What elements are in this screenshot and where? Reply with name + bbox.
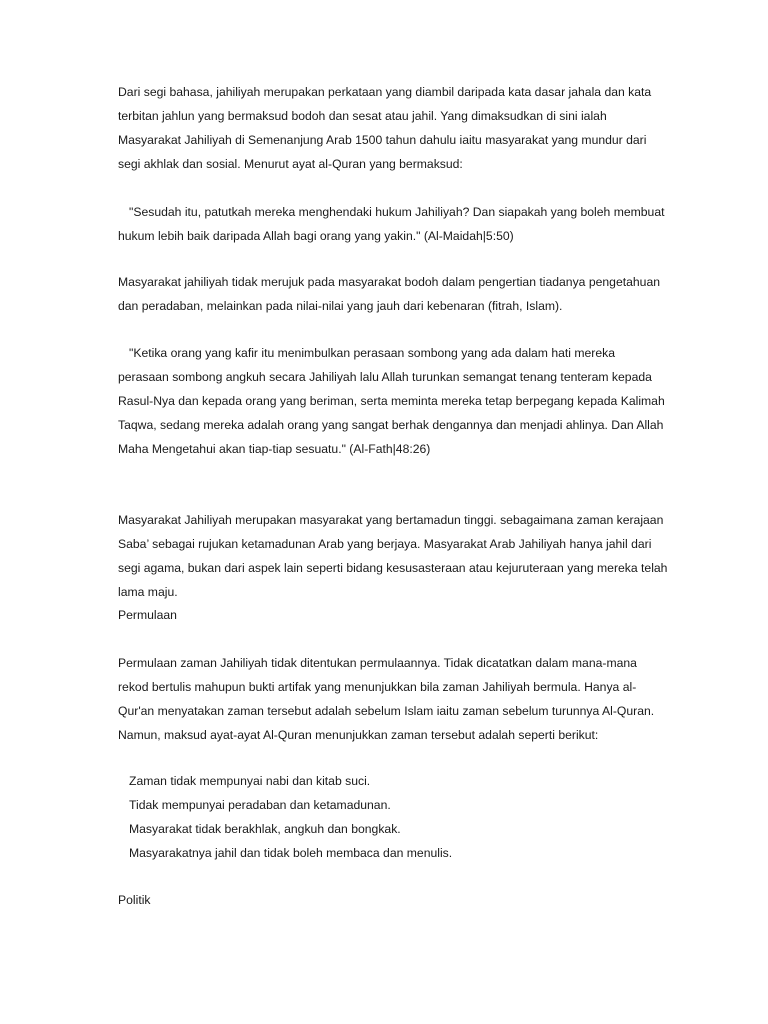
text-line: Qur'an menyatakan zaman tersebut adalah sebelum Islam iaitu zaman sebelum turunnya Al-Quran.: [118, 704, 655, 718]
text-line: Masyarakat jahiliyah tidak merujuk pada masyarakat bodoh dalam pengertian tiadanya pengetahuan: [118, 275, 661, 289]
text-line: segi agama, bukan dari aspek lain seperti bidang kesusasteraan atau kejuruteraan yang mereka telah: [118, 561, 668, 575]
section-heading: Permulaan: [118, 608, 177, 622]
text-line: Masyarakat Jahiliyah merupakan masyarakat yang bertamadun tinggi. sebagaimana zaman kerajaan: [118, 513, 664, 527]
text-line: rekod bertulis mahupun bukti artifak yang menunjukkan bila zaman Jahiliyah bermula. Hanya al-: [118, 680, 637, 694]
quote-line: "Sesudah itu, patutkah mereka menghendaki hukum Jahiliyah? Dan siapakah yang boleh membuat: [129, 205, 665, 219]
section-heading: Politik: [118, 893, 151, 907]
text-line: Namun, maksud ayat-ayat Al-Quran menunjukkan zaman tersebut adalah seperti berikut:: [118, 728, 599, 742]
quote-line: Maha Mengetahui akan tiap-tiap sesuatu." (Al-Fath|48:26): [118, 442, 431, 456]
text-line: Permulaan zaman Jahiliyah tidak ditentukan permulaannya. Tidak dicatatkan dalam mana-mana: [118, 656, 637, 670]
quote-line: Rasul-Nya dan kepada orang yang beriman, serta meminta mereka tetap berpegang kepada Kalimah: [118, 394, 665, 408]
text-line: terbitan jahlun yang bermaksud bodoh dan sesat atau jahil. Yang dimaksudkan di sini ialah: [118, 109, 607, 123]
list-item: Tidak mempunyai peradaban dan ketamadunan.: [129, 798, 391, 812]
quote-line: Taqwa, sedang mereka adalah orang yang sangat berhak dengannya dan menjadi ahlinya. Dan Allah: [118, 418, 664, 432]
text-line: dan peradaban, melainkan pada nilai-nilai yang jauh dari kebenaran (fitrah, Islam).: [118, 299, 563, 313]
text-line: segi akhlak dan sosial. Menurut ayat al-Quran yang bermaksud:: [118, 157, 463, 171]
list-item: Masyarakat tidak berakhlak, angkuh dan bongkak.: [129, 822, 401, 836]
text-line: Dari segi bahasa, jahiliyah merupakan perkataan yang diambil daripada kata dasar jahala dan kata: [118, 85, 652, 99]
list-item: Masyarakatnya jahil dan tidak boleh membaca dan menulis.: [129, 846, 453, 860]
text-line: Saba’ sebagai rujukan ketamadunan Arab yang berjaya. Masyarakat Arab Jahiliyah hanya jahil dari: [118, 537, 652, 551]
quote-line: "Ketika orang yang kafir itu menimbulkan perasaan sombong yang ada dalam hati mereka: [129, 346, 616, 360]
quote-line: hukum lebih baik daripada Allah bagi orang yang yakin." (Al-Maidah|5:50): [118, 229, 514, 243]
text-line: Masyarakat Jahiliyah di Semenanjung Arab 1500 tahun dahulu iaitu masyarakat yang mundur dari: [118, 133, 647, 147]
text-line: lama maju.: [118, 585, 178, 599]
list-item: Zaman tidak mempunyai nabi dan kitab suci.: [129, 774, 371, 788]
quote-line: perasaan sombong angkuh secara Jahiliyah lalu Allah turunkan semangat tenang tenteram kepada: [118, 370, 652, 384]
